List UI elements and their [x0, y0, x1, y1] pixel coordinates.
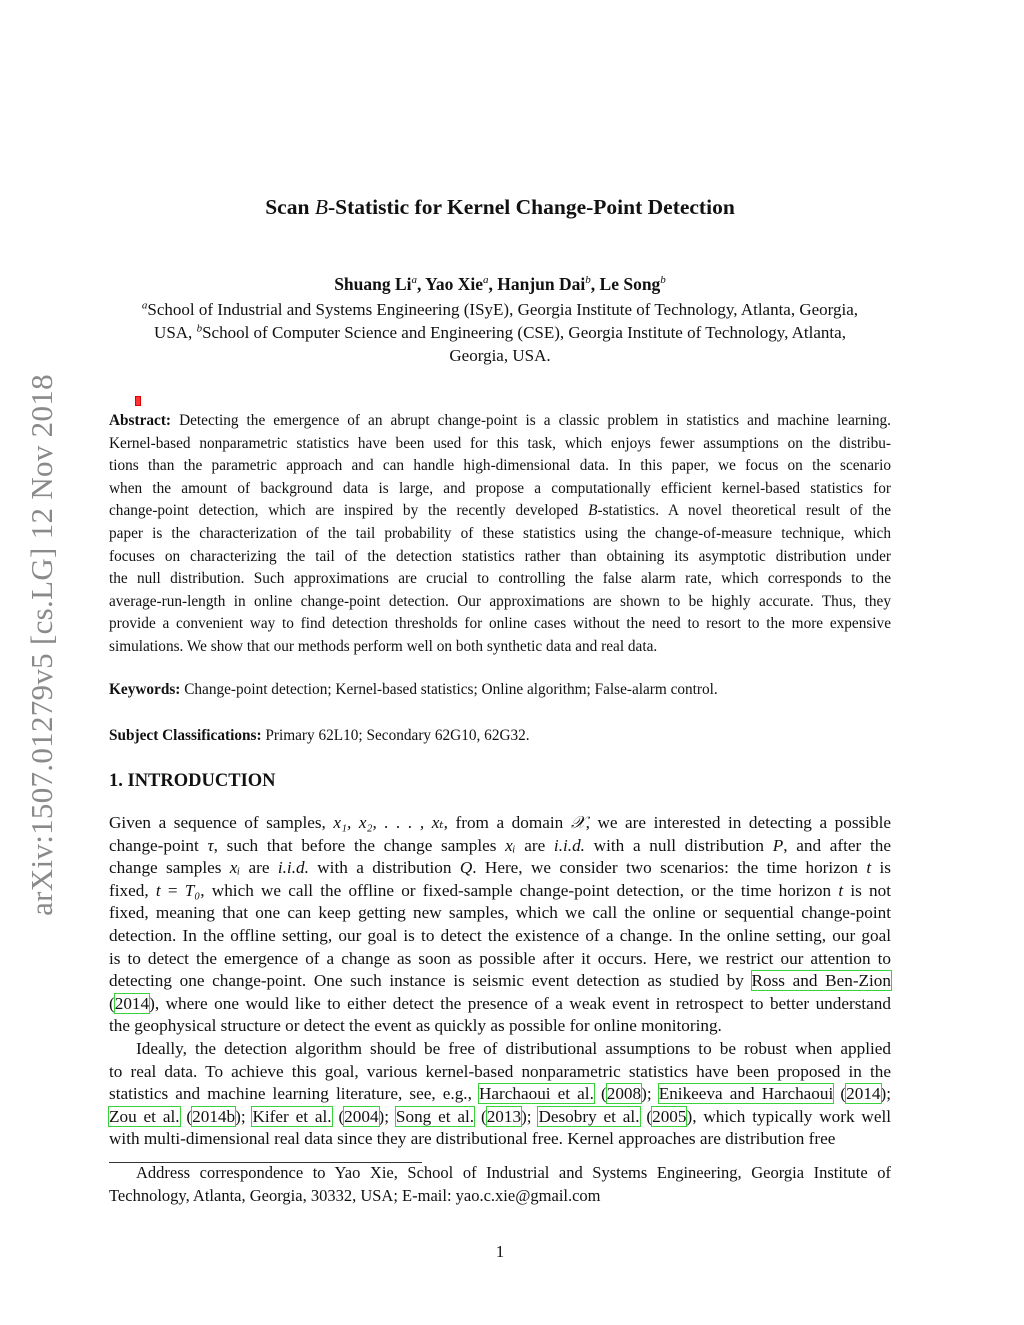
body-text: provide a convenient way to find detection thresholds for online cases without the need to resort to the more expensive: [109, 615, 891, 633]
citation-link[interactable]: 2008: [606, 1084, 642, 1104]
body-text: , such that before the change samples: [213, 835, 506, 855]
math-text: T₀: [184, 880, 201, 900]
body-text: , and after the: [783, 835, 891, 855]
label-text: Abstract:: [109, 412, 180, 429]
math-text: P: [772, 835, 784, 855]
text-line: [109, 880, 891, 903]
author-list: Shuang Li$^a$, Yao Xie$^a$, Hanjun Dai$^b$, Le Song$^b$: [334, 274, 666, 294]
body-text: ), where one would like to either detect the presence of a weak event in retrospect to better understand: [149, 993, 891, 1013]
body-text: is not: [843, 880, 891, 900]
title-text: Scan: [265, 195, 315, 219]
text-line: [109, 546, 891, 569]
body-text: (: [179, 1106, 193, 1126]
author-name: Hanjun Dai: [497, 274, 586, 294]
text-line: [109, 993, 891, 1016]
body-text: when the amount of background data is large, and propose a computationally efficient kernel-based statistics for: [109, 479, 891, 497]
text-line: [109, 523, 891, 546]
body-text: Given a sequence of samples,: [109, 813, 334, 832]
text-line: [109, 568, 891, 591]
footnote-line: Technology, Atlanta, Georgia, 30332, USA; E-mail: yao.c.xie@gmail.com: [109, 1185, 601, 1205]
author-affiliation-mark: b: [660, 274, 666, 287]
text-line: [109, 1106, 891, 1129]
title-text: B: [314, 195, 328, 219]
footnote: [109, 1162, 891, 1207]
body-text: simulations. We show that our methods perform well on both synthetic data and real data.: [109, 637, 658, 655]
math-text: τ: [207, 835, 214, 855]
body-text: average-run-length in online change-point detection. Our approximations are shown to be highly accurate. Thus, they: [109, 592, 891, 610]
body-text: (: [593, 1084, 607, 1104]
body-text: (: [474, 1106, 487, 1126]
citation-link[interactable]: Enikeeva and Harchaoui: [658, 1084, 834, 1104]
body-text: );: [378, 1106, 396, 1126]
title-text: -Statistic for Kernel Change-Point Detection: [327, 195, 735, 219]
text-line: [109, 970, 891, 993]
body-text: (: [833, 1084, 847, 1104]
author-name: Yao Xie: [425, 274, 483, 294]
text-line: [109, 1083, 891, 1106]
author-affiliation-mark: a: [483, 274, 489, 287]
text-line: [109, 636, 891, 659]
body-text: );: [880, 1084, 891, 1104]
body-text: with multi-dimensional real data since they are distributional free. Kernel approaches are distribution free: [109, 1129, 836, 1149]
author-name: Shuang Li: [334, 274, 412, 294]
citation-link[interactable]: Desobry et al.: [538, 1106, 640, 1126]
math-text: xᵢ: [229, 858, 241, 878]
body-text: -statistics. A novel theoretical result of the: [597, 502, 891, 520]
body-text: );: [641, 1084, 659, 1104]
math-text: t: [866, 858, 872, 878]
body-text: to real data. To achieve this goal, various kernel-based nonparametric statistics have been proposed in the: [109, 1061, 891, 1081]
author-name: Le Song: [599, 274, 661, 294]
math-text: i.i.d.: [553, 835, 585, 855]
citation-link[interactable]: 2005: [652, 1106, 687, 1126]
citation-link[interactable]: Harchaoui et al.: [478, 1084, 594, 1104]
body-text: change-point: [109, 835, 208, 855]
keywords-label: Keywords:: [109, 681, 185, 698]
subject-text: Primary 62L10; Secondary 62G10, 62G32.: [265, 727, 530, 744]
body-text: is: [871, 858, 891, 878]
body-text: change-point detection, which are inspired by the recently developed: [109, 502, 589, 520]
citation-link[interactable]: Kifer et al.: [252, 1106, 332, 1126]
text-line: [109, 857, 891, 880]
citation-link[interactable]: 2013: [486, 1106, 522, 1126]
paper-title: [0, 195, 1000, 220]
body-text: change samples: [109, 858, 230, 878]
text-line: [109, 1015, 891, 1038]
abstract: [109, 410, 891, 659]
body-text: the null distribution. Such approximations are crucial to controlling the false alarm rate, which corresponds to the: [109, 570, 891, 588]
subject-label: Subject Classifications:: [109, 727, 266, 744]
citation-link[interactable]: 2014: [114, 993, 150, 1013]
affiliation-text: USA,: [154, 323, 197, 342]
body-text: (: [109, 993, 115, 1013]
body-text: (: [639, 1106, 653, 1126]
footnote-line: Address correspondence to Yao Xie, School of Industrial and Systems Engineering, Georgia Institute of: [136, 1163, 891, 1182]
body-text: );: [521, 1106, 539, 1126]
math-text: B: [588, 502, 598, 520]
page-number: 1: [495, 1242, 505, 1261]
text-line: [109, 591, 891, 614]
body-text: Kernel-based nonparametric statistics have been used for this task, which enjoys fewer assumptions on the distribu-: [109, 434, 891, 452]
affiliation-b: School of Computer Science and Engineering (CSE), Georgia Institute of Technology, Atlanta,: [202, 323, 846, 342]
body-text: tions than the parametric approach and can handle high-dimensional data. In this paper, we focus on the scenario: [109, 457, 891, 475]
text-line: [109, 478, 891, 501]
text-line: [109, 613, 891, 636]
text-line: [109, 500, 891, 523]
body-text: . Here, we consider two scenarios: the time horizon: [472, 858, 867, 878]
body-text: (: [331, 1106, 345, 1126]
affiliation-mark: a: [141, 299, 148, 312]
author-affiliation-mark: b: [585, 274, 591, 287]
arxiv-side-stamp: arXiv:1507.01279v5 [cs.LG] 12 Nov 2018: [24, 374, 59, 916]
subject-classifications: [109, 727, 891, 745]
body-text: with a distribution: [308, 858, 460, 878]
body-text: with a null distribution: [584, 835, 773, 855]
text-line: [109, 812, 891, 835]
citation-link[interactable]: Zou et al.: [109, 1106, 180, 1126]
math-text: i.i.d.: [277, 858, 309, 878]
body-text: focuses on characterizing the tail of the detection statistics rather than obtaining its asymptotic distribution under: [109, 547, 891, 565]
body-text: detecting one change-point. One such instance is seismic event detection as studied by: [109, 971, 752, 991]
math-text: t: [838, 880, 844, 900]
introduction-body: [109, 812, 891, 1151]
body-text: detection. In the offline setting, our goal is to detect the existence of a change. In the online setting, our goal: [109, 925, 891, 945]
affiliation-line: [100, 321, 900, 344]
body-text: );: [235, 1106, 253, 1126]
body-text: are: [515, 835, 554, 855]
citation-link[interactable]: Ross and Ben-Zion: [751, 971, 891, 991]
text-line: [109, 1038, 891, 1061]
body-text: statistics and machine learning literature, see, e.g.,: [109, 1084, 479, 1104]
keywords: [109, 681, 891, 699]
affiliation-line: Georgia, USA.: [449, 346, 551, 365]
text-line: [109, 925, 891, 948]
body-text: is to detect the emergence of a change as soon as possible after it occurs. Here, we restrict our attention to: [109, 948, 891, 968]
citation-link[interactable]: Song et al.: [395, 1106, 475, 1126]
body-text: Detecting the emergence of an abrupt change-point is a classic problem in statistics and machine learning.: [179, 412, 891, 429]
body-text: fixed, meaning that one can keep getting new samples, which we call the online or sequential change-point: [109, 903, 891, 923]
body-text: fixed,: [109, 880, 156, 900]
body-text: ), which typically work well: [686, 1106, 892, 1126]
text-line: [109, 1061, 891, 1084]
math-text: 𝒳: [570, 813, 586, 832]
body-text: =: [160, 880, 185, 900]
citation-link[interactable]: 2004: [344, 1106, 379, 1126]
text-line: [109, 433, 891, 456]
math-text: Q: [459, 858, 473, 878]
annotation-marker[interactable]: [135, 396, 141, 406]
text-line: [109, 455, 891, 478]
keywords-text: Change-point detection; Kernel-based statistics; Online algorithm; False-alarm control.: [184, 681, 718, 698]
text-line: [109, 1128, 891, 1151]
body-text: the geophysical structure or detect the event as quickly as possible for online monitoring.: [109, 1016, 722, 1036]
affiliation-line: [100, 298, 900, 321]
text-line: [109, 902, 891, 925]
affiliation-mark: b: [196, 322, 203, 335]
text-line: [109, 835, 891, 858]
body-text: Ideally, the detection algorithm should be free of distributional assumptions to be robust when applied: [136, 1038, 891, 1058]
text-line: [109, 948, 891, 971]
author-affiliation-mark: a: [411, 274, 418, 287]
section-heading: 1. INTRODUCTION: [109, 771, 276, 791]
body-text: , from a domain: [443, 813, 571, 832]
math-text: t: [155, 880, 161, 900]
affiliations: [100, 298, 900, 367]
body-text: paper is the characterization of the tail probability of these statistics using the change-of-measure technique, which: [109, 524, 891, 542]
text-line: [109, 410, 891, 433]
math-text: x₁, x₂, . . . , xₜ: [333, 813, 444, 832]
affiliation-a: School of Industrial and Systems Engineering (ISyE), Georgia Institute of Technology, Atlanta, Georgia,: [147, 300, 859, 319]
citation-link[interactable]: 2014b: [192, 1106, 236, 1126]
body-text: , which we call the offline or fixed-sample change-point detection, or the time horizon: [200, 880, 839, 900]
body-text: are: [240, 858, 278, 878]
citation-link[interactable]: 2014: [846, 1084, 881, 1104]
math-text: xᵢ: [505, 835, 516, 855]
body-text: , we are interested in detecting a possible: [585, 813, 891, 832]
